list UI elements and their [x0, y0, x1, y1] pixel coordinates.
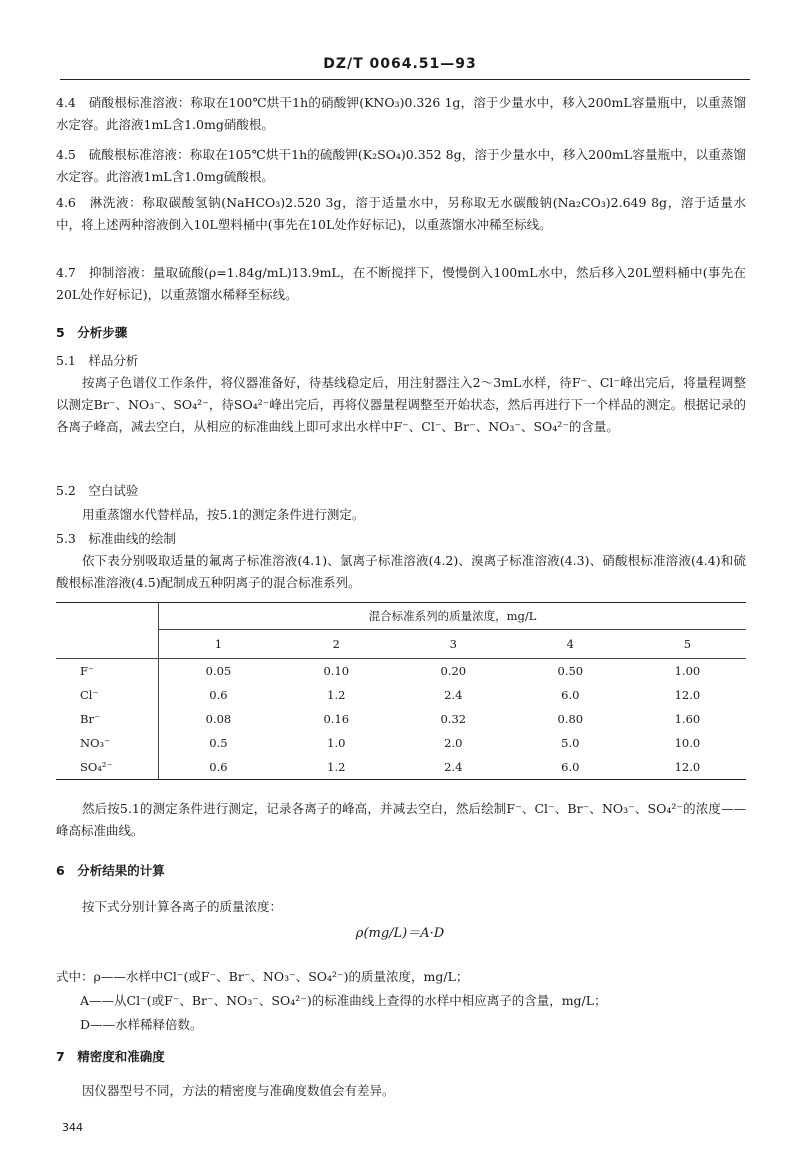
table-row	[56, 755, 746, 780]
table-row	[56, 683, 746, 707]
clause-4-7: 4.7 抑制溶液：量取硫酸(ρ=1.84g/mL)13.9mL，在不断搅拌下，慢慢倒入100mL水中，然后移入20L塑料桶中(事先在20L处作好标记)，以重蒸馏水稀释至标线。	[56, 265, 746, 302]
standard-code-header: DZ/T 0064.51—93	[323, 56, 477, 72]
table-cell: 1.0	[327, 736, 346, 750]
table-cell: 2.4	[395, 755, 512, 780]
table-cell: 0.32	[440, 712, 467, 726]
clause-4-5: 4.5 硫酸根标准溶液：称取在105℃烘干1h的硫酸钾(K₂SO₄)0.352 8g，溶于少量水中，移入200mL容量瓶中，以重蒸馏水定容。此溶液1mL含1.0mg硫酸根。	[56, 147, 746, 184]
table-cell: 0.80	[557, 712, 584, 726]
section-7-heading: 7 精密度和准确度	[56, 1049, 165, 1064]
ion-label: NO₃⁻	[56, 731, 159, 755]
table-cell: 0.05	[205, 664, 232, 678]
section-6-heading: 6 分析结果的计算	[56, 863, 165, 878]
table-cell: 0.6	[159, 755, 278, 780]
ion-label: SO₄²⁻	[56, 755, 159, 780]
section-7-text: 因仪器型号不同，方法的精密度与准确度数值会有差异。	[82, 1083, 395, 1098]
section-5-2-text: 用重蒸馏水代替样品，按5.1的测定条件进行测定。	[82, 507, 365, 522]
section-5-2-heading: 5.2 空白试验	[56, 483, 139, 498]
column-header: 4	[512, 630, 629, 659]
section-5-1-heading: 5.1 样品分析	[56, 353, 139, 368]
table-cell: 0.50	[557, 664, 584, 678]
table-cell: 1.2	[278, 755, 395, 780]
clause-4-4: 4.4 硝酸根标准溶液：称取在100℃烘干1h的硝酸钾(KNO₃)0.326 1g，溶于少量水中，移入200mL容量瓶中，以重蒸馏水定容。此溶液1mL含1.0mg硝酸根。	[56, 95, 746, 132]
table-cell: 0.08	[205, 712, 232, 726]
table-row	[56, 707, 746, 731]
table-corner-cell	[56, 603, 159, 659]
table-cell: 0.10	[323, 664, 350, 678]
column-header: 2	[278, 630, 395, 659]
section-5-1-text: 按离子色谱仪工作条件，将仪器准备好，待基线稳定后，用注射器注入2～3mL水样，待F⁻、Cl⁻峰出完后，将量程调整以测定Br⁻、NO₃⁻、SO₄²⁻，待SO₄²⁻峰出完后，再将仪器量程调整至开始状态，然后再进行下一个样品的测定。根据记录的各离子峰高，减去空白，从相应的标准曲线上即可求出水样中F⁻、Cl⁻、Br⁻、NO₃⁻、SO₄²⁻的含量。	[56, 375, 746, 434]
table-cell: 0.16	[323, 712, 350, 726]
ion-label: Cl⁻	[56, 683, 159, 707]
formula-where-d: D——水样稀释倍数。	[80, 1017, 203, 1032]
table-cell: 0.5	[209, 736, 228, 750]
clause-4-6: 4.6 淋洗液：称取碳酸氢钠(NaHCO₃)2.520 3g，溶于适量水中，另称取无水碳酸钠(Na₂CO₃)2.649 8g，溶于适量水中，将上述两种溶液倒入10L塑料桶中(事先在10L处作好标记)，以重蒸馏水冲稀至标线。	[56, 195, 746, 232]
table-cell: 1.60	[674, 712, 701, 726]
header-rule	[60, 79, 750, 80]
formula-where-a: A——从Cl⁻(或F⁻、Br⁻、NO₃⁻、SO₄²⁻)的标准曲线上查得的水样中相应离子的含量，mg/L；	[80, 993, 607, 1008]
column-header: 1	[159, 630, 278, 659]
ion-label: F⁻	[56, 659, 159, 684]
table-row	[56, 659, 746, 684]
section-5-3-text: 依下表分别吸取适量的氟离子标准溶液(4.1)、氯离子标准溶液(4.2)、溴离子标准溶液(4.3)、硝酸根标准溶液(4.4)和硫酸根标准溶液(4.5)配制成五种阴离子的混合标准系列。	[56, 553, 746, 590]
after-table-text: 然后按5.1的测定条件进行测定，记录各离子的峰高，并减去空白，然后绘制F⁻、Cl⁻、Br⁻、NO₃⁻、SO₄²⁻的浓度——峰高标准曲线。	[56, 801, 746, 838]
table-cell: 6.0	[561, 688, 580, 702]
table-row	[56, 731, 746, 755]
table-header-row	[56, 630, 746, 659]
table-cell: 10.0	[674, 736, 701, 750]
section-5-3-heading: 5.3 标准曲线的绘制	[56, 531, 176, 546]
column-header: 3	[395, 630, 512, 659]
ion-label: Br⁻	[56, 707, 159, 731]
table-cell: 2.0	[444, 736, 463, 750]
table-cell: 1.00	[674, 664, 701, 678]
table-cell: 0.6	[209, 688, 228, 702]
table-cell: 2.4	[444, 688, 463, 702]
table-cell: 12.0	[629, 755, 746, 780]
table-cell: 1.2	[327, 688, 346, 702]
section-6-text: 按下式分别计算各离子的质量浓度：	[82, 899, 283, 914]
standard-series-table	[56, 602, 746, 780]
table-cell: 0.20	[440, 664, 467, 678]
table-caption: 混合标准系列的质量浓度，mg/L	[159, 603, 747, 630]
table-cell: 6.0	[512, 755, 629, 780]
formula-where-rho: 式中：ρ——水样中Cl⁻(或F⁻、Br⁻、NO₃⁻、SO₄²⁻)的质量浓度，mg/L；	[56, 969, 469, 984]
table-cell: 12.0	[674, 688, 701, 702]
table-cell: 5.0	[561, 736, 580, 750]
concentration-formula: ρ(mg/L)＝A·D	[355, 926, 445, 941]
column-header: 5	[629, 630, 746, 659]
page-number: 344	[62, 1121, 83, 1134]
section-5-heading: 5 分析步骤	[56, 325, 128, 340]
